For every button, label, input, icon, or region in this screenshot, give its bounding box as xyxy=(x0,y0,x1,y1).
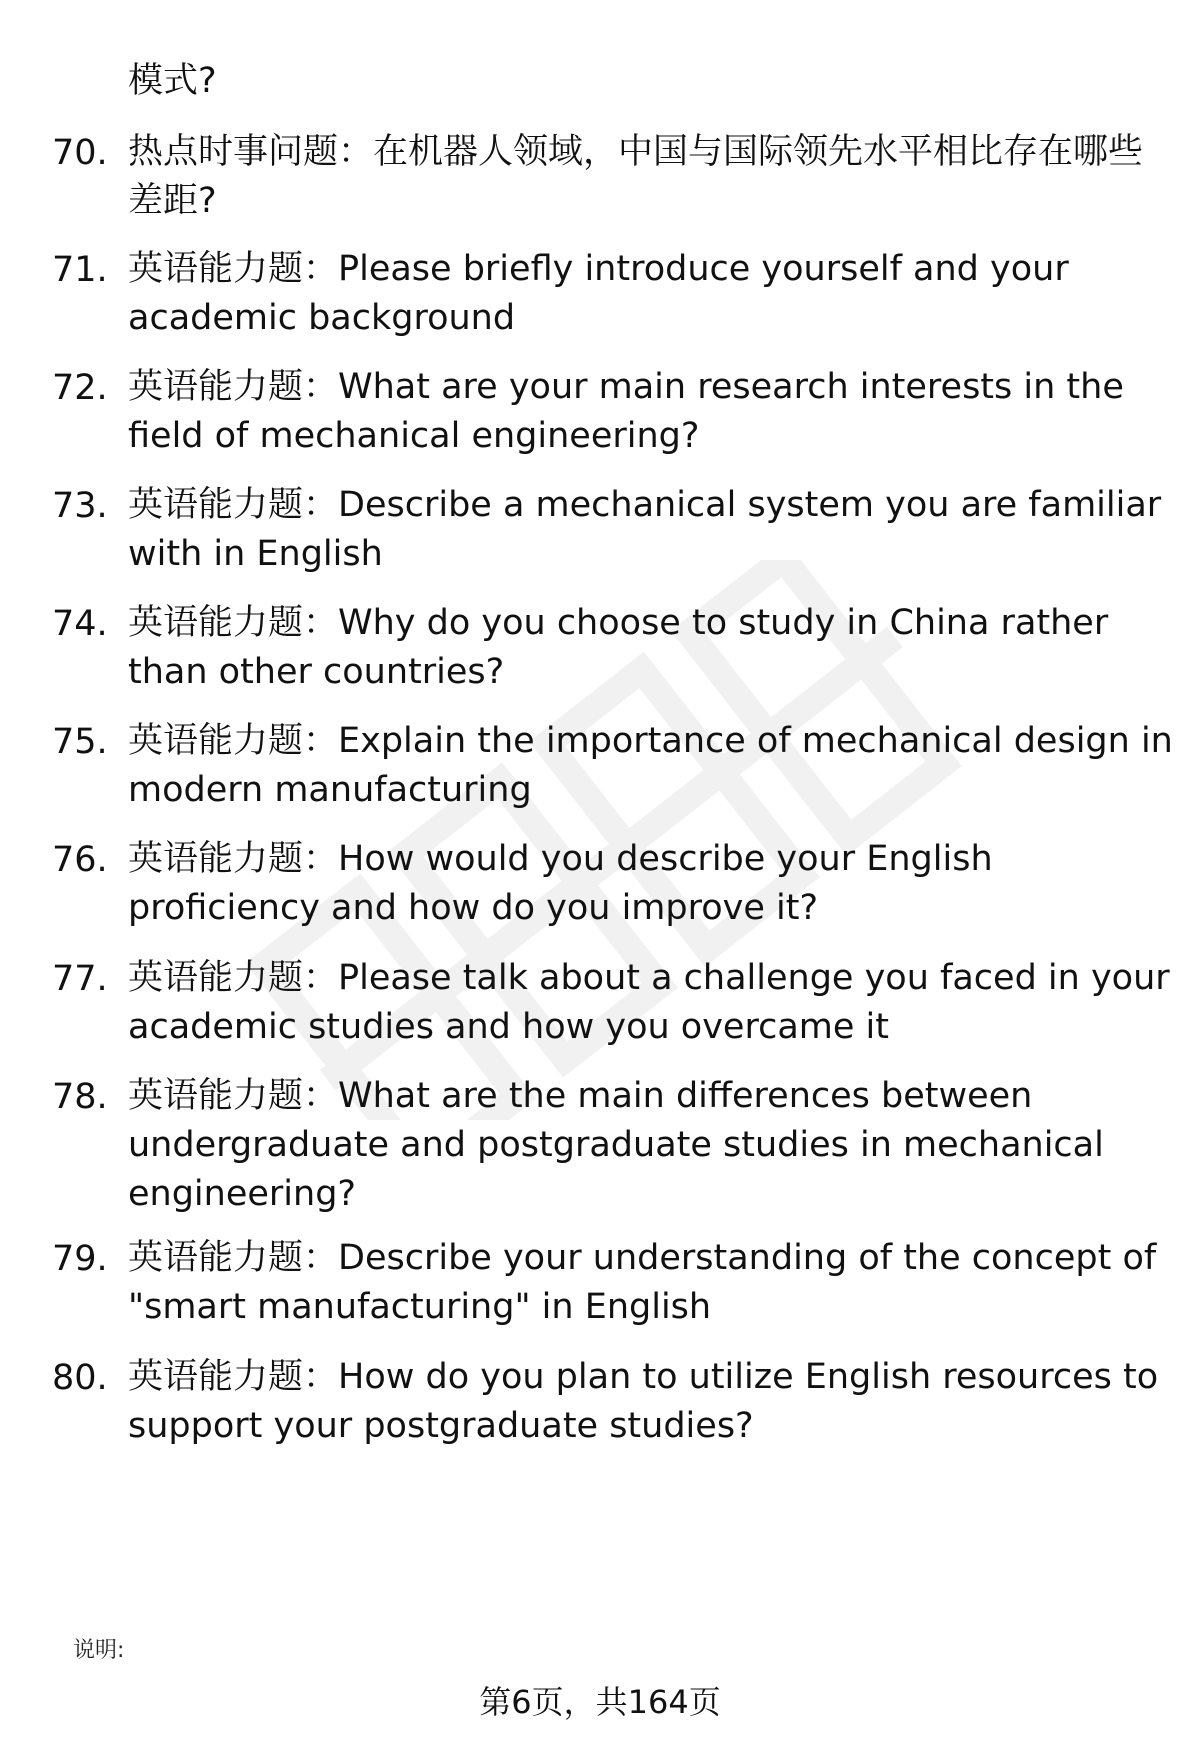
question-number: 72. xyxy=(52,368,108,408)
question-text: 英语能力题：Please briefly introduce yourself and your academic background xyxy=(128,249,1069,338)
question-text: 英语能力题：What are your main research interests in the field of mechanical engineering? xyxy=(128,367,1124,456)
question-number: 73. xyxy=(52,486,108,526)
continuation-text: 模式? xyxy=(128,61,217,101)
note-label: 说明: xyxy=(73,1638,125,1663)
page-footer: 第6页，共164页 xyxy=(479,1683,721,1721)
question-number: 74. xyxy=(52,604,108,644)
question-text: 英语能力题：Describe your understanding of the concept of "smart manufacturing" in English xyxy=(128,1238,1157,1327)
question-number: 71. xyxy=(52,250,108,290)
question-text: 英语能力题：Explain the importance of mechanical design in modern manufacturing xyxy=(128,721,1173,810)
question-number: 75. xyxy=(52,722,108,762)
question-text: 英语能力题：What are the main differences between undergraduate and postgraduate studies in mechanical engineering? xyxy=(128,1076,1104,1214)
question-text: 英语能力题：Why do you choose to study in China rather than other countries? xyxy=(128,603,1109,692)
question-number: 80. xyxy=(52,1358,108,1398)
question-number: 70. xyxy=(52,133,108,173)
question-text: 英语能力题：Describe a mechanical system you are familiar with in English xyxy=(128,485,1162,574)
question-text: 英语能力题：How would you describe your English proficiency and how do you improve it? xyxy=(128,839,993,928)
question-number: 78. xyxy=(52,1077,108,1117)
question-number: 79. xyxy=(52,1239,108,1279)
question-text: 热点时事问题：在机器人领域，中国与国际领先水平相比存在哪些差距? xyxy=(128,132,1144,221)
question-number: 77. xyxy=(52,959,108,999)
question-number: 76. xyxy=(52,840,108,880)
question-text: 英语能力题：Please talk about a challenge you faced in your academic studies and how you overcame it xyxy=(128,958,1170,1047)
question-text: 英语能力题：How do you plan to utilize English resources to support your postgraduate studies? xyxy=(128,1357,1159,1446)
